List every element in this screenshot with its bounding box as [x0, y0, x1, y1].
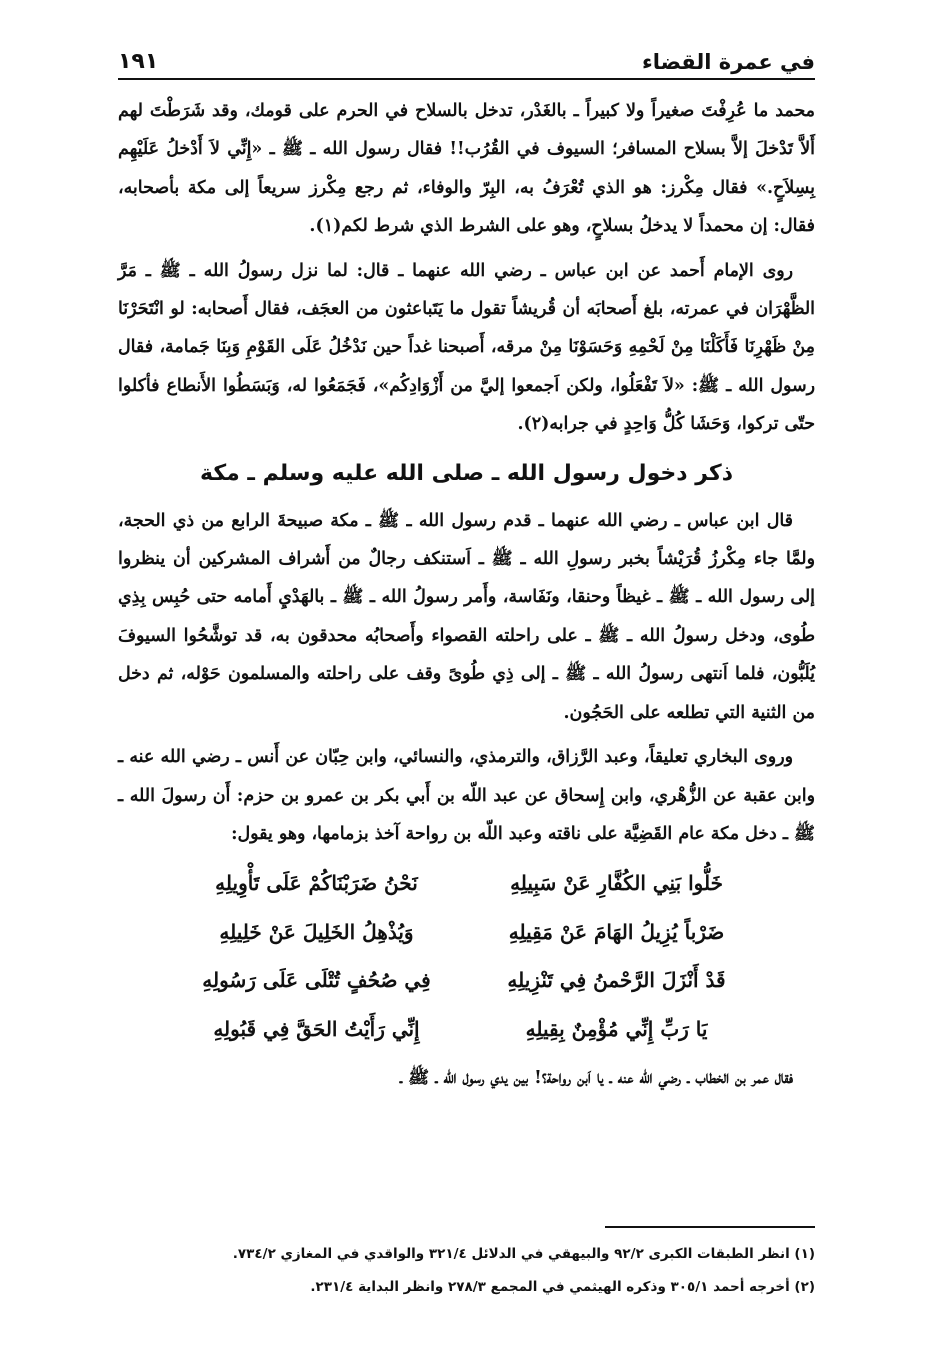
verse-first-hemistich: ضَرْباً يُزِيلُ الهَامَ عَنْ مَقِيلِهِ [508, 919, 725, 944]
chapter-title: في عمرة القضاء [641, 50, 815, 74]
poem [178, 859, 755, 1053]
poem-verse [178, 908, 755, 957]
poem-verse [178, 859, 755, 908]
page-body [118, 92, 815, 1104]
verse-second-hemistich: وَيُذْهِلُ الخَلِيلَ عَنْ خَلِيلِهِ [219, 919, 414, 944]
paragraph: قال ابن عباس ـ رضي الله عنهما ـ قدم رسول الله ـ ﷺ ـ مكة صبيحةَ الرابع من ذي الحجة، ولمَّا جاء مِكْرزُ قُرَيْشاً بخبر رسولِ الله ـ ﷺ ـ اَستنكف رجالٌ من أَشراف المشركين أن ينظروا إلى رسول الله ـ ﷺ ـ غيظاً وحنقا، ونَفَاسة، وأَمر رسولُ الله ـ ﷺ ـ بالهَدْيِ أَمامه حتى حُبِس بِذِي طُوى، ودخل رسولُ الله ـ ﷺ ـ على راحلته القصواء وأَصحابُه محدقون به، قد توشَّحُوا السيوفَ يُلَبُّون، فلما اَنتهى رسولُ الله ـ ﷺ ـ إلى ذِي طُوىً وقف على راحلته والمسلمون حَوْله، ثم دخل من الثنية التي تطلعه على الحَجُون. [118, 510, 815, 723]
verse-first-hemistich: يَا رَبِّ إِنِّي مُؤْمِنٌ بِقِيلِهِ [525, 1016, 708, 1041]
footnotes [118, 1238, 815, 1304]
verse-second-hemistich: إِنِّي رَأَيْتُ الحَقَّ فِي قَبُولِهِ [213, 1016, 420, 1041]
verse-first-hemistich: خَلُّوا بَنِي الكُفَّارِ عَنْ سَبِيلِهِ [510, 871, 723, 896]
footnote-divider [605, 1226, 815, 1228]
poem-verse [178, 1005, 755, 1054]
paragraph: وروى البخاري تعليقاً، وعبد الرَّزاق، والترمذي، والنسائي، وابن حِبّان عن أَنس ـ رضي الله عنه ـ وابن عقبة عن الزُّهْري، وابن إِسحاق عن عبد اللّه بن أَبي بكر بن عمرو بن حزم: أَن رسولَ الله ـ ﷺ ـ دخل مكة عام القَضِيَّة على ناقته وعبد اللّه بن رواحة آخذ بزمامها، وهو يقول: [118, 747, 815, 844]
verse-second-hemistich: فِي صُحُفٍ تُتْلَى عَلَى رَسُولِهِ [202, 968, 431, 993]
footnote: (١) انظر الطبقات الكبرى ٩٢/٢ والبيهقي في الدلائل ٣٢١/٤ والواقدي في المغازي ٧٣٤/٢. [232, 1246, 815, 1262]
page-number: ١٩١ [118, 49, 159, 74]
poem-verse [178, 956, 755, 1005]
verse-first-hemistich: قَدْ أَنْزَلَ الرَّحْمنُ فِي تَنْزِيلِهِ [507, 968, 726, 993]
running-header [118, 38, 815, 80]
closing-paragraph: فقال عمر بن الخطاب ـ رضي الله عنه ـ يا اَبن رواحة؟! بين يدي رسول الله ـ ﷺ ـ [399, 1068, 793, 1089]
section-heading: ذكر دخول رسول الله ـ صلى الله عليه وسلم ـ مكة [200, 460, 733, 486]
footnote: (٢) أخرجه أحمد ٣٠٥/١ وذكره الهيثمي في المجمع ٢٧٨/٣ وانظر البداية ٢٣١/٤. [310, 1279, 815, 1295]
paragraph: محمد ما عُرِفْتَ صغيراً ولا كبيراً ـ بالغَدْر، تدخل بالسلاح في الحرم على قومك، وقد شَرَطْتَ لهم أَلاَّ تَدْخلَ إلاَّ بسلاح المسافر؛ السيوف في القُرُب!! فقال رسول الله ـ ﷺ ـ «إِنِّي لاَ أَدْخلُ عَلَيْهِم بِسِلاَحٍ.» فقال مِكْرز: هو الذي تُعْرَفُ به، البِرّ والوفاء، ثم رجع مِكْرز سريعاً إلى مكة بأصحابه، فقال: إن محمداً لا يدخلُ بسلاحٍ، وهو على الشرط الذي شرط لكم(١). [118, 101, 815, 237]
verse-second-hemistich: نَحْنُ ضَرَبْنَاكُمْ عَلَى تَأْوِيلِهِ [215, 871, 418, 896]
paragraph: روى الإمام أَحمد عن ابن عباس ـ رضي الله عنهما ـ قال: لما نزل رسولُ الله ـ ﷺ ـ مَرَّ الظَّهْرَان في عمرته، بلغ أَصحابَه أن قُريشاً تقول ما يَتَباعثون من العجَف، فقال أَصحابه: لو انْتَحَرْنَا مِنْ ظَهْرِنَا فَأَكَلْنَا مِنْ لَحْمِهِ وَحَسَوْنَا مِنْ مرقه، أَصبحنا غداً حين نَدْخُلُ عَلَى القَوْمِ وَبِنَا جَمامة، فقال رسول الله ـ ﷺ: «لاَ تَفْعَلُوا، ولكن اَجمعوا إليَّ من أَزْوَادِكُم»، فَجَمَعُوا له، وَبَسَطُوا الأَنطاع فأكلوا حتّى تركوا، وَحَشَا كُلُّ وَاحِدٍ في جرابه(٢). [118, 260, 815, 435]
